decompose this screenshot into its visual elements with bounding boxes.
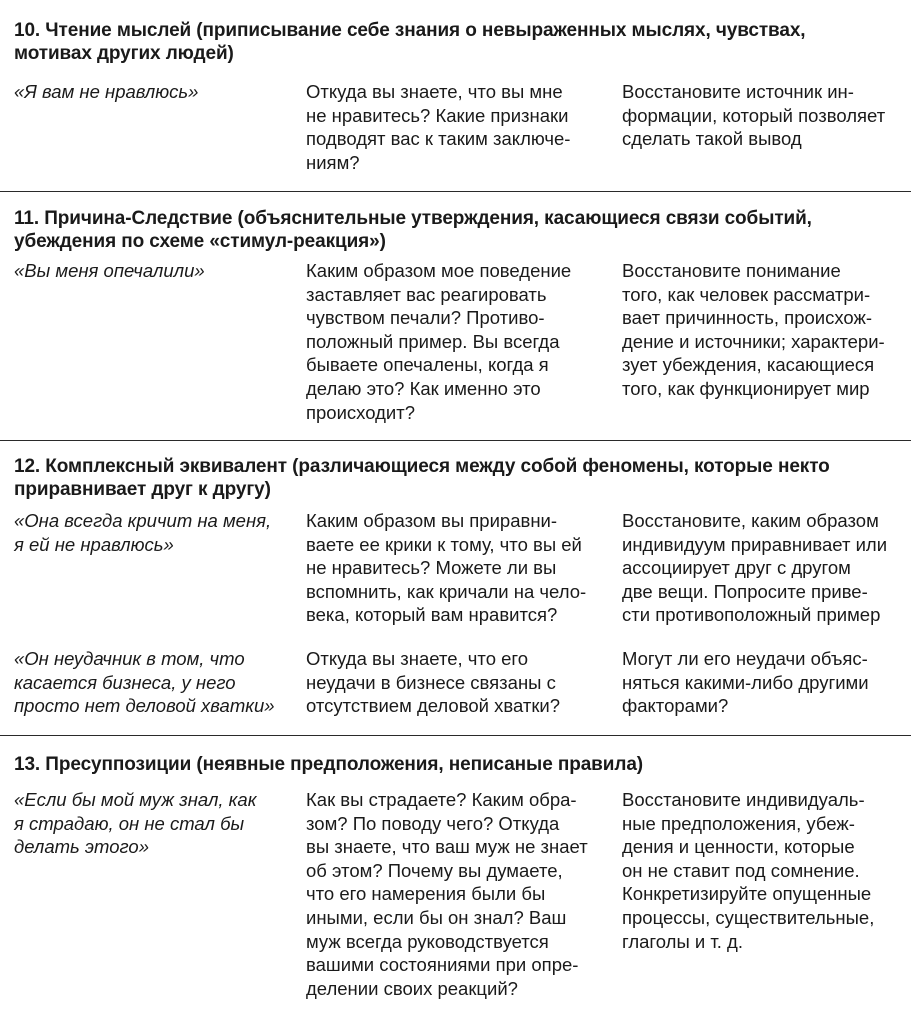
question-line: заставляет вас реагировать — [306, 283, 547, 305]
section-heading — [14, 753, 904, 776]
question-line: Откуда вы знаете, что вы мне — [306, 81, 563, 102]
question-line: вы знаете, что ваш муж не знает — [306, 836, 588, 858]
goal-line: сти противоположный пример — [622, 604, 881, 626]
question-cell — [306, 259, 606, 424]
example-line: я ей не нравлюсь» — [14, 533, 174, 555]
question-line: Каким образом мое поведение — [306, 260, 572, 281]
goal-line: сделать такой вывод — [622, 128, 802, 150]
question-line: отсутствием деловой хватки? — [306, 695, 561, 717]
example-line: делать этого» — [14, 836, 149, 858]
section-divider — [0, 735, 911, 736]
heading-line: 12. Комплексный эквивалент (различающиеся между собой феномены, которые некто — [14, 456, 830, 477]
question-line: бываете опечалены, когда я — [306, 354, 549, 376]
section-divider — [0, 191, 911, 192]
question-line: Откуда вы знаете, что его — [306, 648, 529, 669]
goal-line: Восстановите понимание — [622, 260, 841, 281]
question-line: Как вы страдаете? Каким обра- — [306, 789, 577, 810]
question-line: иными, если бы он знал? Ваш — [306, 906, 567, 928]
example-line: «Я вам не нравлюсь» — [14, 81, 199, 102]
question-cell — [306, 788, 606, 1000]
goal-line: глаголы и т. д. — [622, 930, 743, 952]
heading-line: приравнивает друг к другу) — [14, 479, 271, 500]
question-line: положный пример. Вы всегда — [306, 330, 560, 352]
question-line: не нравитесь? Можете ли вы — [306, 557, 557, 579]
example-line: «Вы меня опечалили» — [14, 260, 205, 281]
section-heading — [14, 207, 904, 253]
goal-line: Восстановите источник ин- — [622, 81, 854, 102]
question-line: делаю это? Как именно это — [306, 377, 541, 399]
question-line: ниям? — [306, 151, 360, 173]
example-cell — [14, 259, 289, 283]
example-cell — [14, 509, 289, 556]
example-line: «Если бы мой муж знал, как — [14, 789, 257, 810]
goal-line: того, как функционирует мир — [622, 377, 870, 399]
question-line: века, который вам нравится? — [306, 604, 558, 626]
question-line: делении своих реакций? — [306, 977, 518, 999]
question-line: муж всегда руководствуется — [306, 930, 549, 952]
goal-cell — [622, 788, 911, 953]
goal-cell — [622, 509, 911, 627]
question-line: происходит? — [306, 401, 415, 423]
goal-cell — [622, 259, 911, 401]
example-line: касается бизнеса, у него — [14, 671, 236, 693]
question-line: подводят вас к таким заключе- — [306, 128, 571, 150]
goal-line: Восстановите индивидуаль- — [622, 789, 865, 810]
heading-line: 10. Чтение мыслей (приписывание себе знания о невыраженных мыслях, чувствах, — [14, 20, 806, 41]
question-line: что его намерения были бы — [306, 883, 546, 905]
goal-line: две вещи. Попросите приве- — [622, 580, 868, 602]
question-line: вспомнить, как кричали на чело- — [306, 580, 587, 602]
goal-line: Восстановите, каким образом — [622, 510, 879, 531]
question-cell — [306, 80, 606, 174]
section-divider — [0, 440, 911, 441]
question-line: ваете ее крики к тому, что вы ей — [306, 533, 582, 555]
example-line: «Она всегда кричит на меня, — [14, 510, 272, 531]
example-line: я страдаю, он не стал бы — [14, 812, 245, 834]
question-cell — [306, 647, 606, 718]
example-cell — [14, 788, 289, 859]
example-cell — [14, 647, 289, 718]
goal-cell — [622, 80, 911, 151]
goal-line: факторами? — [622, 695, 729, 717]
section-heading — [14, 19, 904, 65]
goal-line: зует убеждения, касающиеся — [622, 354, 875, 376]
question-line: неудачи в бизнесе связаны с — [306, 671, 556, 693]
heading-line: мотивах других людей) — [14, 43, 234, 64]
goal-line: Конкретизируйте опущенные — [622, 883, 872, 905]
goal-line: няться какими-либо другими — [622, 671, 869, 693]
goal-cell — [622, 647, 911, 718]
question-line: чувством печали? Противо- — [306, 307, 545, 329]
example-cell — [14, 80, 289, 104]
goal-line: ные предположения, убеж- — [622, 812, 855, 834]
goal-line: Могут ли его неудачи объяс- — [622, 648, 868, 669]
goal-line: он не ставит под сомнение. — [622, 859, 860, 881]
question-line: не нравитесь? Какие признаки — [306, 104, 569, 126]
example-line: «Он неудачник в том, что — [14, 648, 245, 669]
goal-line: индивидуум приравнивает или — [622, 533, 888, 555]
section-heading — [14, 455, 904, 501]
goal-line: формации, который позволяет — [622, 104, 886, 126]
goal-line: дение и источники; характери- — [622, 330, 885, 352]
goal-line: процессы, существительные, — [622, 906, 875, 928]
question-line: об этом? Почему вы думаете, — [306, 859, 563, 881]
question-cell — [306, 509, 606, 627]
example-line: просто нет деловой хватки» — [14, 695, 275, 717]
goal-line: ассоциирует друг с другом — [622, 557, 851, 579]
question-line: вашими состояниями при опре- — [306, 954, 579, 976]
goal-line: того, как человек рассматри- — [622, 283, 871, 305]
heading-line: убеждения по схеме «стимул-реакция») — [14, 231, 386, 252]
heading-line: 11. Причина-Следствие (объяснительные утверждения, касающиеся связи событий, — [14, 208, 812, 229]
question-line: зом? По поводу чего? Откуда — [306, 812, 560, 834]
goal-line: дения и ценности, которые — [622, 836, 855, 858]
goal-line: вает причинность, происхож- — [622, 307, 873, 329]
heading-line: 13. Пресуппозиции (неявные предположения, неписаные правила) — [14, 754, 644, 775]
question-line: Каким образом вы приравни- — [306, 510, 558, 531]
